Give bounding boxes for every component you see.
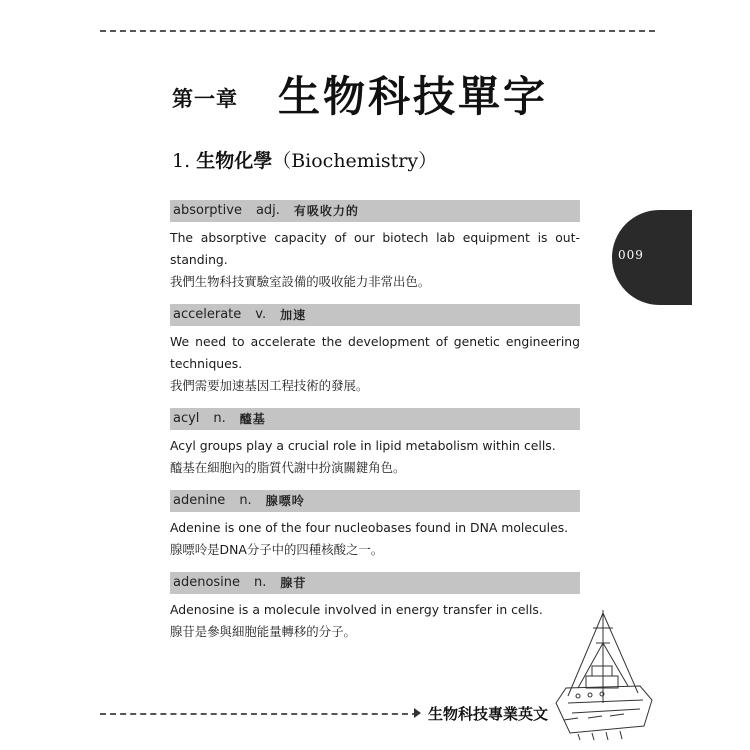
vocabulary-list [170, 200, 580, 654]
vocab-entry [170, 200, 580, 293]
chapter-heading [172, 64, 548, 124]
term-pos: v. [255, 307, 267, 322]
term-pos: n. [213, 411, 226, 426]
term-meaning: 有吸收力的 [293, 204, 359, 218]
example-zh: 我們需要加速基因工程技術的發展。 [170, 378, 369, 393]
example-zh: 我們生物科技實驗室設備的吸收能力非常出色。 [170, 274, 431, 289]
vocab-entry [170, 572, 580, 643]
chapter-label: 第一章 [172, 87, 238, 111]
example-en: Adenosine is a molecule involved in energy transfer in cells. [170, 602, 543, 617]
vocab-entry [170, 490, 580, 561]
example-zh: 醯基在細胞內的脂質代謝中扮演關鍵角色。 [170, 460, 406, 475]
vocab-entry [170, 408, 580, 479]
term-word: adenine [173, 493, 226, 508]
arrow-icon [414, 708, 421, 718]
example-zh: 腺苷是參與細胞能量轉移的分子。 [170, 624, 356, 639]
term-pos: n. [239, 493, 252, 508]
ship-illustration [548, 608, 658, 743]
example-en: We need to accelerate the development of genetic engineering techniques. [170, 334, 580, 371]
top-dashed-rule [100, 30, 655, 32]
term-meaning: 腺苷 [280, 576, 307, 590]
section-title-zh: 生物化學 [196, 150, 273, 172]
term-bar [170, 200, 580, 222]
term-meaning: 醯基 [239, 412, 266, 426]
term-pos: adj. [255, 203, 280, 218]
term-bar [170, 304, 580, 326]
term-pos: n. [254, 575, 267, 590]
term-word: absorptive [173, 203, 242, 218]
section-number: 1. [172, 150, 191, 172]
example-en: Acyl groups play a crucial role in lipid metabolism within cells. [170, 438, 556, 453]
vocab-entry [170, 304, 580, 397]
term-word: adenosine [173, 575, 241, 590]
example-en: The absorptive capacity of our biotech lab equipment is out-standing. [170, 230, 580, 267]
term-bar [170, 490, 580, 512]
section-title-en: （Biochemistry） [272, 150, 438, 172]
section-heading [172, 146, 437, 173]
footer-book-title: 生物科技專業英文 [428, 705, 549, 723]
term-word: accelerate [173, 307, 242, 322]
term-meaning: 腺嘌呤 [265, 494, 305, 508]
page-number: 009 [618, 248, 644, 262]
term-bar [170, 408, 580, 430]
term-meaning: 加速 [280, 308, 307, 322]
term-bar [170, 572, 580, 594]
example-zh: 腺嘌呤是DNA分子中的四種核酸之一。 [170, 542, 384, 557]
chapter-title: 生物科技單字 [278, 72, 549, 121]
example-en: Adenine is one of the four nucleobases found in DNA molecules. [170, 520, 569, 535]
term-word: acyl [173, 411, 200, 426]
bottom-dashed-rule [100, 713, 418, 715]
